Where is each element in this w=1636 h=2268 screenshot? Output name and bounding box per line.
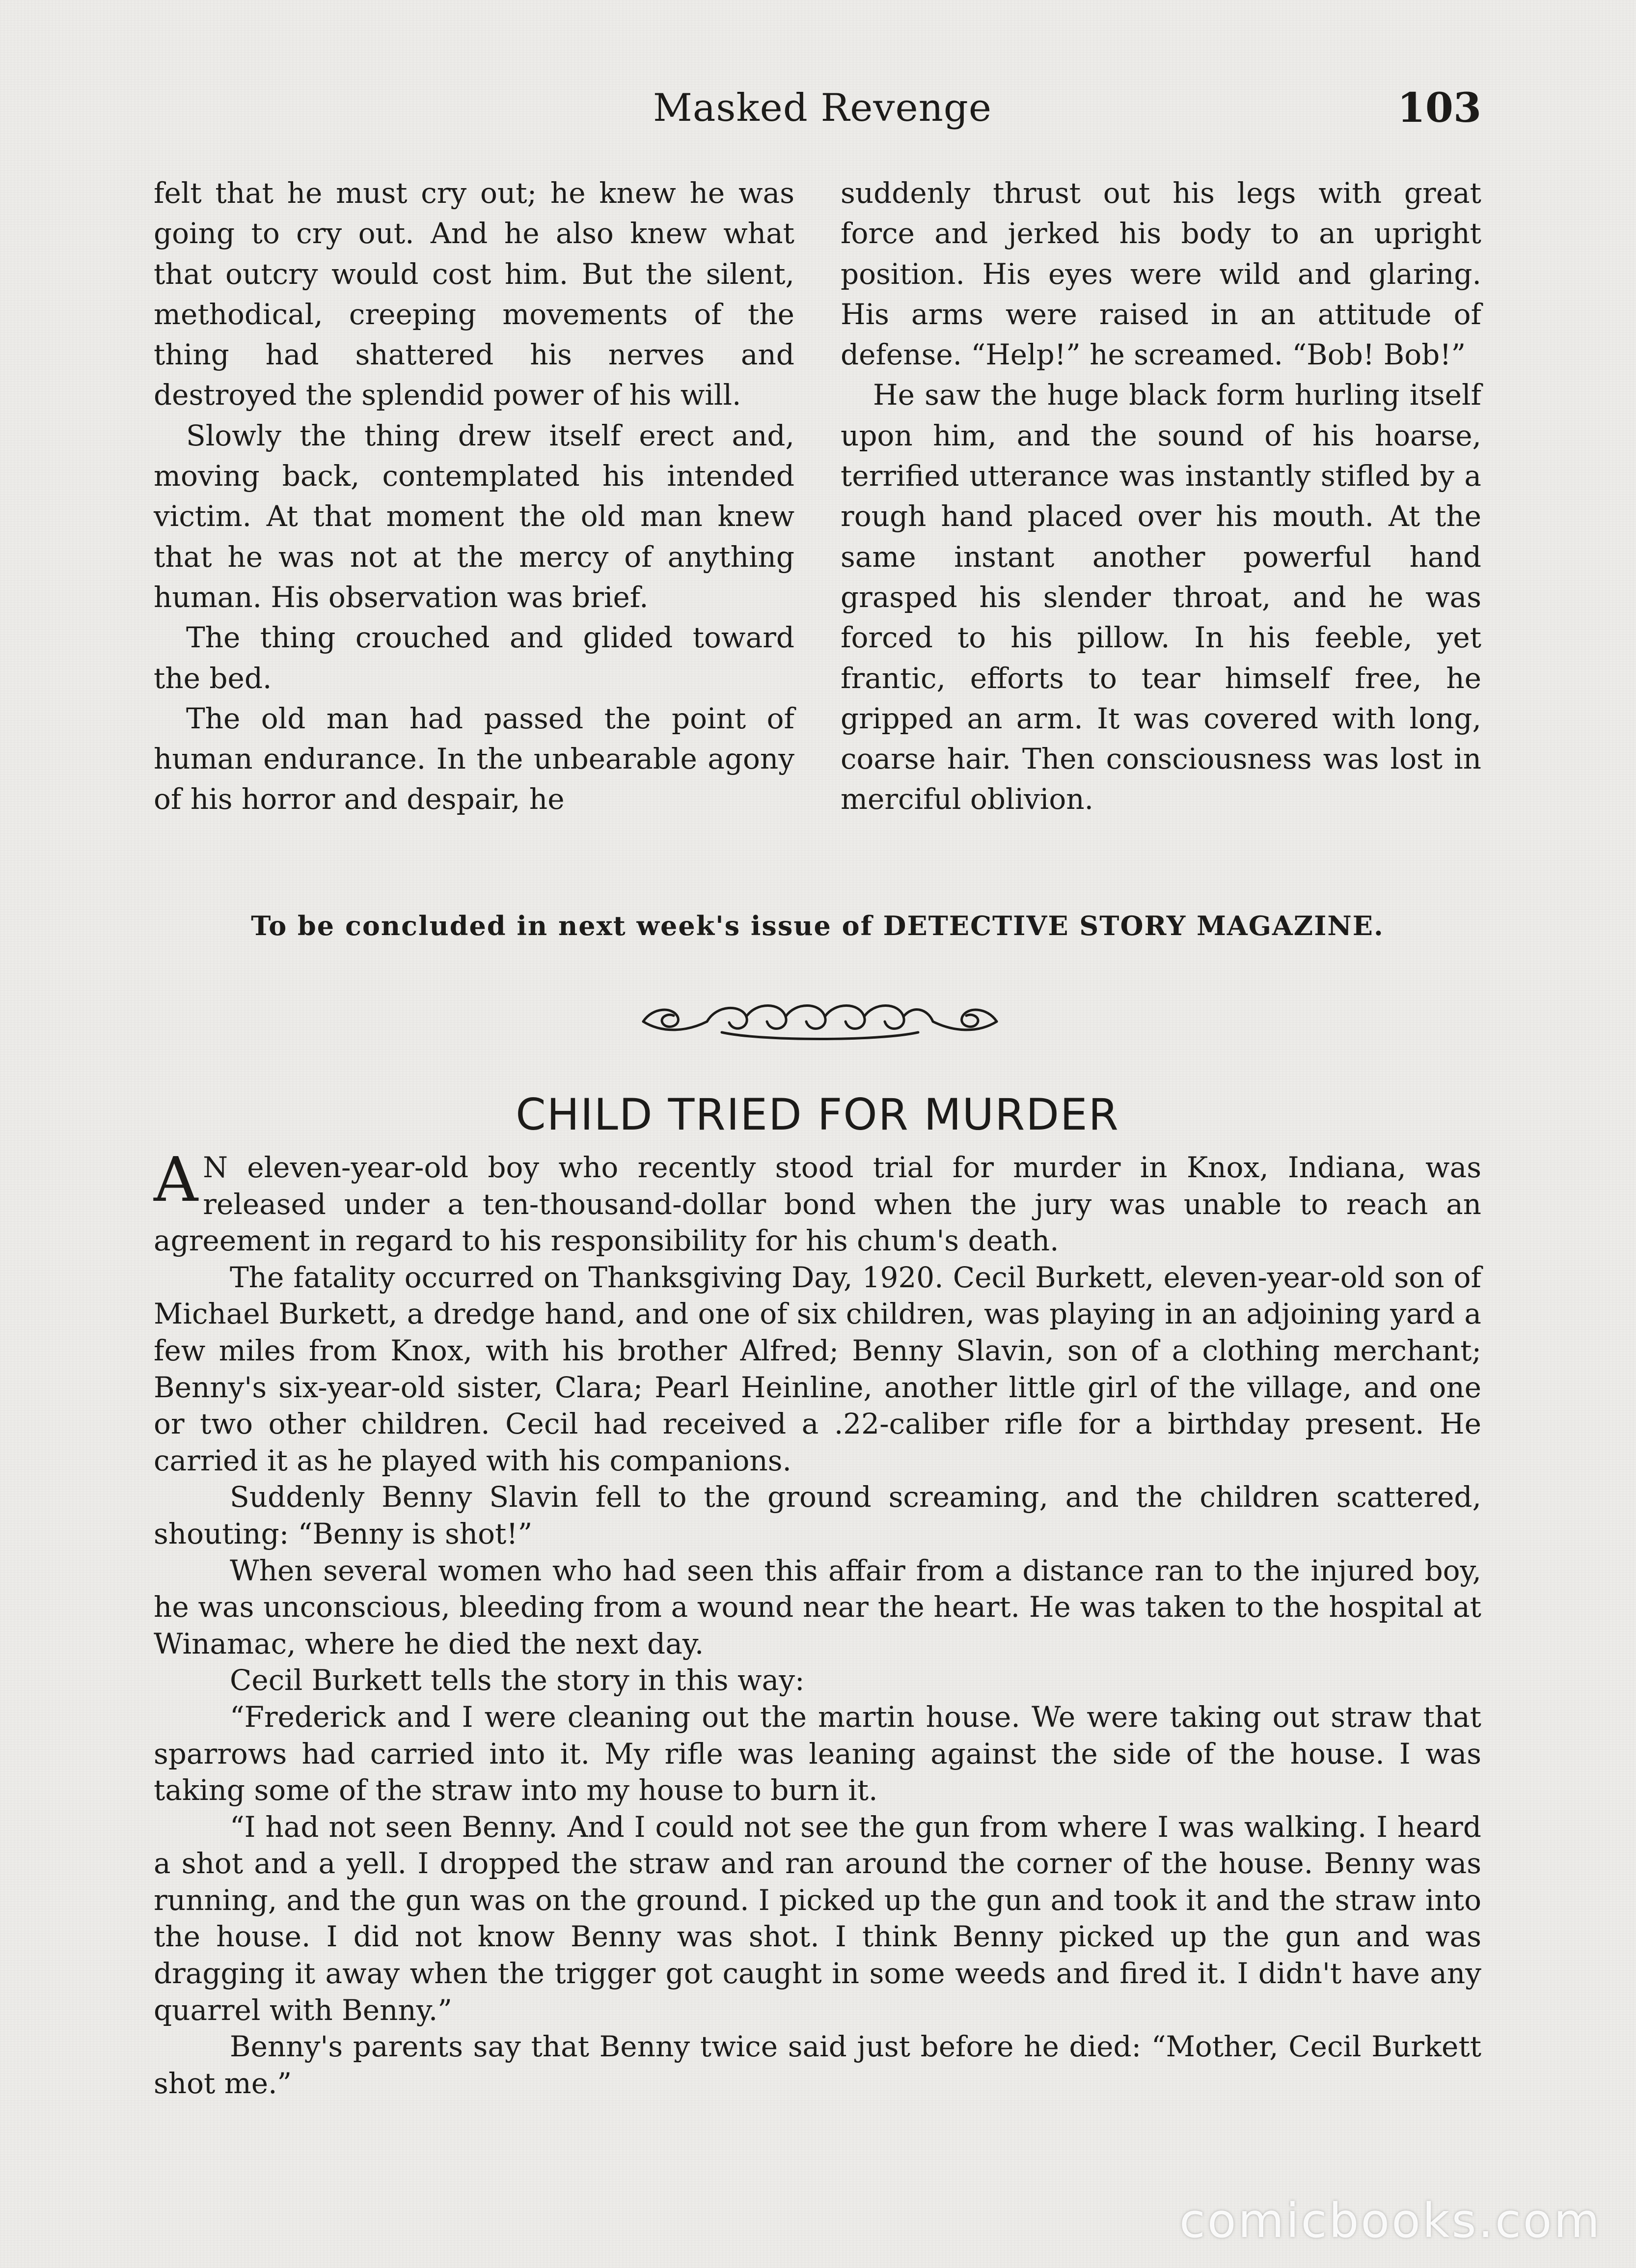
article-paragraph: When several women who had seen this affair from a distance ran to the injured boy, he was unconscious, bleeding from a wound near the heart. He was taken to the hospital at Winamac, where he died the next day.: [154, 1553, 1481, 1660]
article-paragraph: Cecil Burkett tells the story in this way:: [230, 1663, 805, 1697]
story-paragraph: felt that he must cry out; he knew he was going to cry out. And he also knew what that outcry would cost him. But the silent, methodical, creeping movements of the thing had shattered his nerves and destroyed the splendid power of his will.: [154, 176, 794, 412]
story-left-column: [154, 173, 794, 820]
drop-cap: A: [154, 1144, 198, 1216]
decorative-divider-ornament: [633, 987, 1007, 1046]
story-paragraph: suddenly thrust out his legs with great force and jerked his body to an upright position. His eyes were wild and glaring. His arms were raised in an attitude of defense. “Help!” he screamed. “Bob! Bob!”: [841, 176, 1481, 372]
continuation-notice: To be concluded in next week's issue of DETECTIVE STORY MAGAZINE.: [251, 910, 1384, 941]
article-paragraph: Benny's parents say that Benny twice said just before he died: “Mother, Cecil Burkett shot me.”: [154, 2030, 1481, 2100]
story-right-column: [841, 173, 1481, 820]
first-word-rest: N: [203, 1151, 228, 1184]
article-paragraph: “I had not seen Benny. And I could not see the gun from where I was walking. I heard a shot and a yell. I dropped the straw and ran around the corner of the house. Benny was running, and the gun was on the ground. I picked up the gun and took it and the straw into the house. I did not know Benny was shot. I think Benny picked up the gun and was dragging it away when the trigger got caught in some weeds and fired it. I didn't have any quarrel with Benny.”: [154, 1810, 1481, 2027]
running-head-title: Masked Revenge: [653, 86, 992, 130]
article-body: [154, 1144, 1481, 2102]
story-paragraph: He saw the huge black form hurling itself upon him, and the sound of his hoarse, terrified utterance was instantly stifled by a rough hand placed over his mouth. At the same instant another powerful hand grasped his slender throat, and he was forced to his pillow. In his feeble, yet frantic, efforts to tear himself free, he gripped an arm. It was covered with long, coarse hair. Then consciousness was lost in merciful oblivion.: [841, 378, 1481, 816]
article-paragraph: Suddenly Benny Slavin fell to the ground screaming, and the children scattered, shouting: “Benny is shot!”: [154, 1480, 1481, 1550]
article-paragraph: The fatality occurred on Thanksgiving Day, 1920. Cecil Burkett, eleven-year-old son of Michael Burkett, a dredge hand, and one of six children, was playing in an adjoining yard a few miles from Knox, with his brother Alfred; Benny Slavin, son of a clothing merchant; Benny's six-year-old sister, Clara; Pearl Heinline, another little girl of the village, and one or two other children. Cecil had received a .22-caliber rifle for a birthday present. He carried it as he played with his companions.: [154, 1260, 1481, 1477]
story-paragraph: Slowly the thing drew itself erect and, moving back, contemplated his intended victim. At that moment the old man knew that he was not at the mercy of anything human. His observation was brief.: [154, 418, 794, 614]
first-paragraph-text: eleven-year-old boy who recently stood trial for murder in Knox, Indiana, was released under a ten-thousand-dollar bond when the jury was unable to reach an agreement in regard to his responsibility for his chum's death.: [154, 1151, 1481, 1258]
site-watermark: comicbooks.com: [1179, 2193, 1602, 2248]
article-paragraph: “Frederick and I were cleaning out the martin house. We were taking out straw that sparrows had carried into it. My rifle was leaning against the side of the house. I was taking some of the straw into my house to burn it.: [154, 1700, 1481, 1807]
story-paragraph: The old man had passed the point of human endurance. In the unbearable agony of his horror and despair, he: [154, 701, 794, 816]
article-first-paragraph: [154, 1144, 1481, 1259]
article-title: CHILD TRIED FOR MURDER: [516, 1089, 1119, 1140]
page-number: 103: [1397, 84, 1481, 132]
story-paragraph: The thing crouched and glided toward the bed.: [154, 621, 794, 695]
